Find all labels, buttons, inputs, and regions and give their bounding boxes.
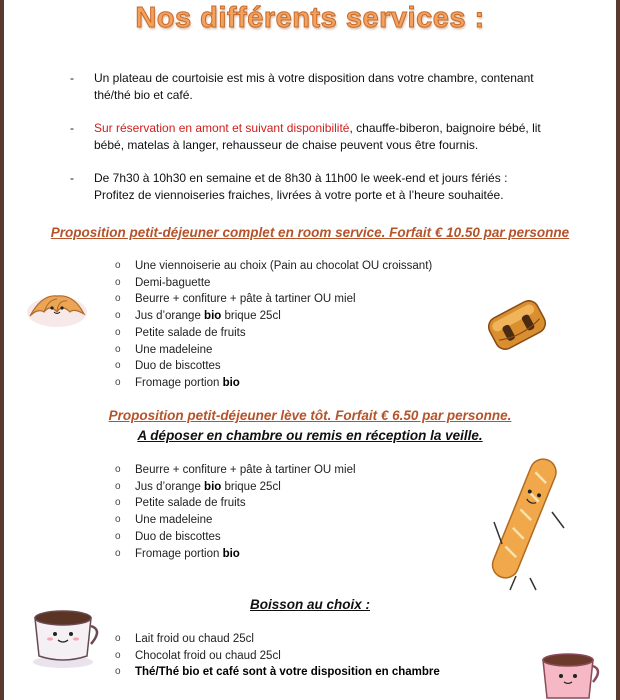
list-item: o Beurre + confiture + pâte à tartiner OU miel bbox=[115, 462, 356, 479]
full-breakfast-list bbox=[115, 258, 432, 392]
list-item: o Une madeleine bbox=[115, 342, 432, 359]
coffee-cup-icon bbox=[25, 600, 105, 670]
bullet-marker: o bbox=[115, 530, 121, 542]
list-item: o Demi-baguette bbox=[115, 275, 432, 292]
list-item: o Jus d’orange bio brique 25cl bbox=[115, 308, 432, 325]
page-title: Nos différents services : bbox=[135, 2, 485, 34]
list-item: o Duo de biscottes bbox=[115, 529, 356, 546]
service-text: Sur réservation en amont et suivant disponibilité, chauffe-biberon, baignoire bébé, lit bébé, matelas à langer, rehausseur de chaise peuvent vous être fournis. bbox=[94, 121, 541, 152]
list-item: o Chocolat froid ou chaud 25cl bbox=[115, 648, 440, 665]
list-item: o Petite salade de fruits bbox=[115, 495, 356, 512]
list-item: o Jus d’orange bio brique 25cl bbox=[115, 479, 356, 496]
croissant-icon bbox=[22, 286, 92, 334]
bullet-marker: o bbox=[115, 293, 121, 305]
bullet-marker: o bbox=[115, 497, 121, 509]
service-text: De 7h30 à 10h30 en semaine et de 8h30 à 11h00 le week-end et jours fériés : Profitez de viennoiseries fraiches, livrées à votre porte et à l’heure souhaitée. bbox=[94, 171, 508, 202]
list-item: o Une viennoiserie au choix (Pain au chocolat OU croissant) bbox=[115, 258, 432, 275]
bullet-marker: o bbox=[115, 649, 121, 661]
bullet-marker: o bbox=[115, 310, 121, 322]
drinks-list bbox=[115, 631, 440, 681]
bullet-marker: o bbox=[115, 480, 121, 492]
bullet-marker: o bbox=[115, 326, 121, 338]
early-breakfast-list bbox=[115, 462, 356, 562]
list-item: o Fromage portion bio bbox=[115, 375, 432, 392]
list-item: o Beurre + confiture + pâte à tartiner OU miel bbox=[115, 291, 432, 308]
bullet-marker: o bbox=[115, 464, 121, 475]
list-item: o Lait froid ou chaud 25cl bbox=[115, 631, 440, 648]
list-item: o Petite salade de fruits bbox=[115, 325, 432, 342]
section-title-drinks: Boisson au choix : bbox=[249, 597, 371, 612]
bullet-marker: o bbox=[115, 260, 121, 271]
list-item: o Une madeleine bbox=[115, 512, 356, 529]
section-subtitle-early-breakfast: A déposer en chambre ou remis en réception la veille. bbox=[137, 428, 483, 443]
bullet-marker: o bbox=[115, 547, 121, 559]
pink-cup-icon bbox=[535, 648, 605, 700]
section-title-full-breakfast: Proposition petit-déjeuner complet en room service. Forfait € 10.50 par personne bbox=[50, 225, 570, 240]
bullet-marker: o bbox=[115, 343, 121, 355]
list-item: o Duo de biscottes bbox=[115, 358, 432, 375]
bullet-marker: o bbox=[115, 633, 121, 644]
reservation-notice: Sur réservation en amont et suivant disponibilité bbox=[94, 121, 350, 135]
bullet-marker: o bbox=[115, 276, 121, 288]
list-item: o Thé/Thé bio et café sont à votre disposition en chambre bbox=[115, 664, 440, 681]
bullet-marker: o bbox=[115, 376, 121, 388]
pain-au-chocolat-icon bbox=[482, 290, 552, 360]
bullet-marker: o bbox=[115, 666, 121, 678]
bullet-marker: o bbox=[115, 514, 121, 526]
section-title-early-breakfast: Proposition petit-déjeuner lève tôt. Forfait € 6.50 par personne. bbox=[108, 408, 512, 423]
baguette-icon bbox=[480, 452, 570, 592]
list-item: o Fromage portion bio bbox=[115, 546, 356, 563]
service-text: Un plateau de courtoisie est mis à votre disposition dans votre chambre, contenant thé/thé bio et café. bbox=[94, 71, 534, 102]
bullet-marker: o bbox=[115, 360, 121, 372]
